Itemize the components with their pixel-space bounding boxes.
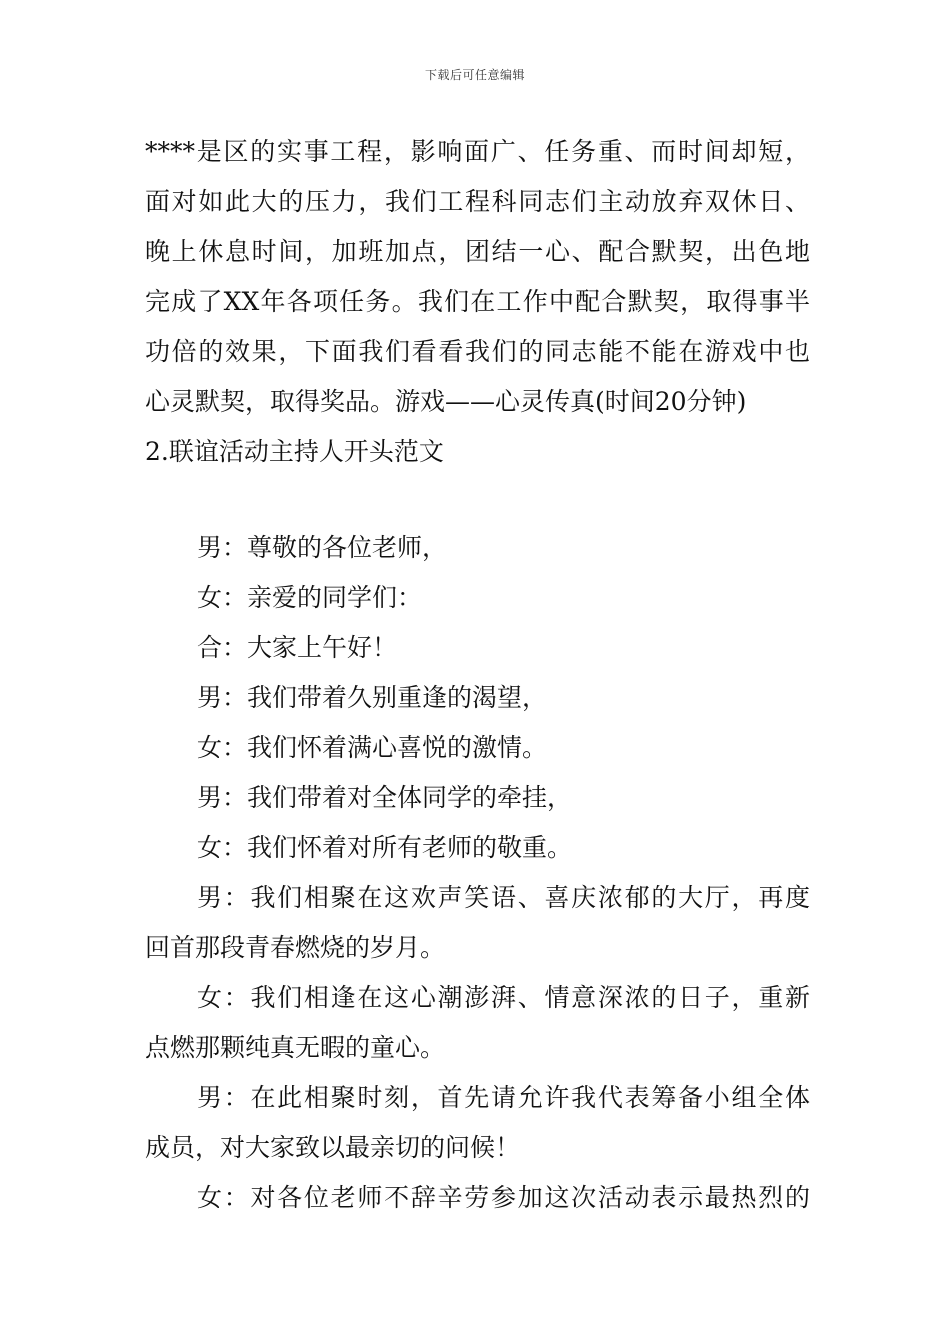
spacer (145, 477, 810, 523)
document-body (145, 127, 810, 1223)
dialogue-line: 女：亲爱的同学们： (197, 583, 423, 612)
paragraph-line: 完成了XX年各项任务。我们在工作中配合默契，取得事半 (145, 287, 810, 316)
paragraph-line: 心灵默契，取得奖品。游戏——心灵传真(时间20分钟) (145, 387, 747, 416)
paragraph-line: 功倍的效果，下面我们看看我们的同志能不能在游戏中也 (145, 337, 810, 366)
dialogue-line: 成员，对大家致以最亲切的问候！ (145, 1133, 521, 1162)
dialogue-line: 女：我们怀着对所有老师的敬重。 (197, 833, 573, 862)
dialogue-line: 男：我们带着久别重逢的渴望， (197, 683, 548, 712)
dialogue-line: 点燃那颗纯真无暇的童心。 (145, 1033, 446, 1062)
paragraph-line: 晚上休息时间，加班加点，团结一心、配合默契，出色地 (145, 237, 810, 266)
dialogue-line: 男：在此相聚时刻，首先请允许我代表筹备小组全体 (197, 1083, 810, 1112)
page-header: 下载后可任意编辑 (424, 68, 525, 82)
dialogue-line: 女：我们相逢在这心潮澎湃、情意深浓的日子，重新 (197, 983, 810, 1012)
dialogue-line: 合：大家上午好！ (197, 633, 398, 662)
dialogue-line: 女：对各位老师不辞辛劳参加这次活动表示最热烈的 (197, 1183, 810, 1212)
section-title: 2.联谊活动主持人开头范文 (145, 437, 444, 466)
paragraph-line: ****是区的实事工程，影响面广、任务重、而时间却短， (145, 137, 810, 166)
dialogue-line: 男：我们带着对全体同学的牵挂， (197, 783, 573, 812)
paragraph-line: 面对如此大的压力，我们工程科同志们主动放弃双休日、 (145, 187, 810, 216)
dialogue-line: 女：我们怀着满心喜悦的激情。 (197, 733, 548, 762)
dialogue-line: 男：我们相聚在这欢声笑语、喜庆浓郁的大厅，再度 (197, 883, 810, 912)
dialogue-line: 男：尊敬的各位老师， (197, 533, 448, 562)
dialogue-line: 回首那段青春燃烧的岁月。 (145, 933, 446, 962)
